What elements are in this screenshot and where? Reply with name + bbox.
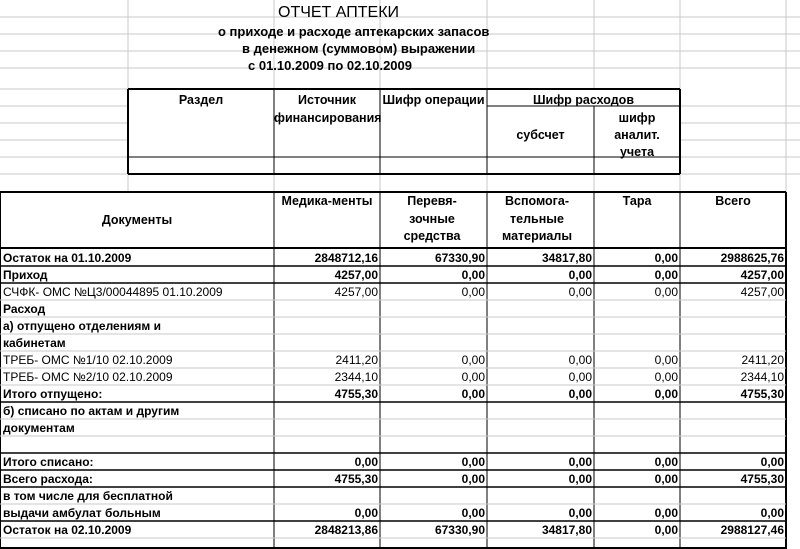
- row-value: 0,00: [654, 268, 678, 282]
- row-value: 0,00: [654, 472, 678, 486]
- row-value: 0,00: [354, 506, 378, 520]
- report-subtitle-2: в денежном (суммовом) выражении: [242, 41, 476, 56]
- row-label: СЧФК- ОМС №Ц3/00044895 01.10.2009: [3, 285, 223, 299]
- row-value: 0,00: [654, 455, 678, 469]
- row-value: 0,00: [654, 370, 678, 384]
- row-value: 2411,20: [335, 353, 378, 367]
- row-value: 4755,30: [334, 387, 378, 401]
- row-value: 4257,00: [740, 285, 784, 299]
- col-perevyazochnye: Перевя-зочные средства: [403, 194, 461, 243]
- row-value: 0,00: [461, 268, 485, 282]
- row-label: Расход: [3, 302, 46, 316]
- row-value: 0,00: [760, 506, 784, 520]
- row-label: а) отпущено отделениям и: [3, 319, 161, 333]
- row-value: 4257,00: [334, 268, 378, 282]
- row-value: 0,00: [654, 387, 678, 401]
- row-label: Итого отпущено:: [3, 387, 103, 401]
- row-value: 2344,10: [334, 370, 378, 384]
- col-subschet: субсчет: [516, 128, 565, 142]
- row-value: 2988625,76: [720, 251, 784, 265]
- row-value: 4755,30: [334, 472, 378, 486]
- row-value: 4257,00: [334, 285, 378, 299]
- col-tara: Тара: [622, 194, 652, 208]
- row-value: 0,00: [461, 353, 485, 367]
- row-value: 0,00: [461, 285, 485, 299]
- row-label: Итого списано:: [3, 455, 94, 469]
- row-value: 0,00: [568, 268, 592, 282]
- col-medikamenty: Медика-менты: [281, 194, 373, 208]
- row-value: 0,00: [568, 387, 592, 401]
- row-value: 0,00: [568, 370, 592, 384]
- col-shifr-analit: шифр аналит. учета: [614, 111, 660, 159]
- row-value: 0,00: [654, 523, 678, 537]
- row-label: Приход: [3, 268, 48, 282]
- col-documents: Документы: [101, 213, 173, 227]
- row-label: ТРЕБ- ОМС №1/10 02.10.2009: [3, 353, 173, 367]
- row-value: 0,00: [654, 251, 678, 265]
- row-value: 2411,20: [741, 353, 784, 367]
- row-value: 2848213,86: [314, 523, 378, 537]
- row-label: Остаток на 02.10.2009: [3, 523, 132, 537]
- col-istochnik: Источник финансирования: [274, 93, 382, 125]
- row-value: 67330,90: [434, 251, 485, 265]
- row-value: 0,00: [461, 370, 485, 384]
- row-label: в том числе для бесплатной: [3, 489, 173, 503]
- row-value: 0,00: [654, 506, 678, 520]
- report-period: с 01.10.2009 по 02.10.2009: [248, 58, 412, 73]
- row-value: 2344,10: [740, 370, 784, 384]
- row-value: 0,00: [568, 353, 592, 367]
- row-value: 0,00: [654, 285, 678, 299]
- row-value: 4257,00: [740, 268, 784, 282]
- col-shifr-rashodov: Шифр расходов: [532, 93, 635, 107]
- row-label: ТРЕБ- ОМС №2/10 02.10.2009: [3, 370, 173, 384]
- row-label: кабинетам: [3, 336, 66, 350]
- row-value: 4755,30: [740, 472, 784, 486]
- row-value: 4755,30: [740, 387, 784, 401]
- row-label: выдачи амбулат больным: [3, 506, 161, 520]
- row-value: 0,00: [461, 387, 485, 401]
- row-value: 0,00: [461, 472, 485, 486]
- row-value: 0,00: [568, 455, 592, 469]
- row-value: 34817,80: [541, 251, 592, 265]
- row-value: 2848712,16: [314, 251, 378, 265]
- row-value: 0,00: [461, 455, 485, 469]
- row-value: 0,00: [354, 455, 378, 469]
- row-value: 0,00: [461, 506, 485, 520]
- col-vspomogatelnye: Вспомога-тельные материалы: [502, 194, 572, 243]
- row-label: Всего расхода:: [3, 472, 93, 486]
- report-title: ОТЧЕТ АПТЕКИ: [278, 4, 400, 21]
- col-razdel: Раздел: [178, 93, 224, 107]
- row-value: 0,00: [760, 455, 784, 469]
- row-value: 67330,90: [434, 523, 485, 537]
- col-vsego: Всего: [715, 194, 751, 208]
- row-label: б) списано по актам и другим: [3, 404, 180, 418]
- row-value: 34817,80: [541, 523, 592, 537]
- row-value: 0,00: [568, 472, 592, 486]
- col-shifr-operacii: Шифр операции: [382, 93, 485, 107]
- row-label: Остаток на 01.10.2009: [3, 251, 132, 265]
- report-subtitle-1: о приходе и расходе аптекарских запасов: [218, 24, 490, 39]
- row-value: 2988127,46: [720, 523, 784, 537]
- row-value: 0,00: [654, 353, 678, 367]
- row-value: 0,00: [568, 506, 592, 520]
- row-value: 0,00: [568, 285, 592, 299]
- row-label: документам: [3, 421, 75, 435]
